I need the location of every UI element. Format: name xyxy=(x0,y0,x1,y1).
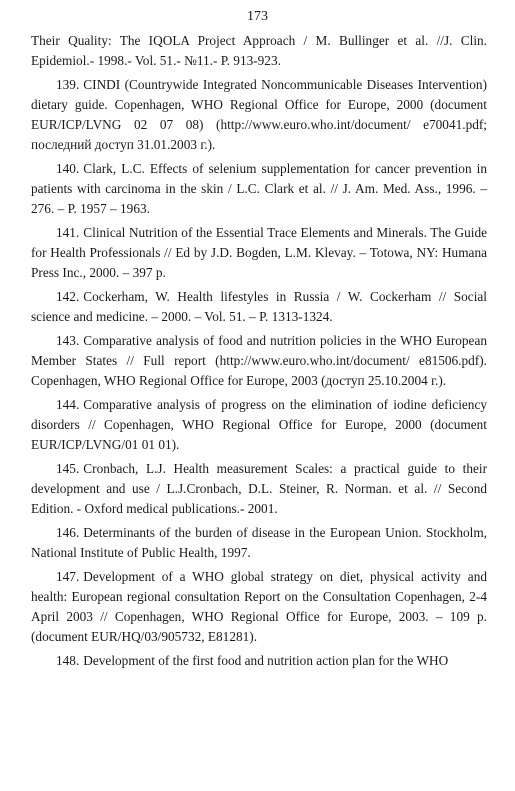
page-number: 173 xyxy=(247,9,268,24)
reference-number: 143. xyxy=(56,332,80,348)
reference-text: Determinants of the burden of disease in the European Union. Stockholm, National Institute of Public Health, 1997. xyxy=(31,524,487,560)
reference-item xyxy=(31,223,487,284)
reference-text: Cronbach, L.J. Health measurement Scales: a practical guide to their development and use / L.J.Cronbach, D.L. Steiner, R. Norman. et al. // Second Edition. - Oxford medical publications.- 2001. xyxy=(31,460,487,517)
reference-item xyxy=(31,331,487,392)
reference-number: 142. xyxy=(56,289,80,304)
reference-item xyxy=(31,395,487,456)
reference-number: 144. xyxy=(56,396,80,412)
reference-item xyxy=(31,459,487,520)
reference-text: Development of the first food and nutrition action plan for the WHO xyxy=(83,652,449,668)
reference-number: 148. xyxy=(56,652,80,668)
reference-number: 145. xyxy=(56,460,80,476)
reference-text: Clinical Nutrition of the Essential Trace Elements and Minerals. The Guide for Health Professionals // Ed by J.D. Bogden, L.M. Klevay. – Totowa, NY: Humana Press Inc., 2000. – 397 p. xyxy=(31,225,487,281)
reference-text: Clark, L.C. Effects of selenium supplementation for cancer prevention in patients with carcinoma in the skin / L.C. Clark et al. // J. Am. Med. Ass., 1996. – 276. – P. 1957 – 1963. xyxy=(31,161,487,217)
reference-text: Cockerham, W. Health lifestyles in Russia / W. Cockerham // Social science and medicine. – 2000. – Vol. 51. – P. 1313-1324. xyxy=(31,289,487,325)
reference-list xyxy=(31,31,487,674)
reference-number: 146. xyxy=(56,524,80,540)
reference-item xyxy=(31,651,487,671)
reference-text: Their Quality: The IQOLA Project Approach / M. Bullinger et al. //J. Clin. Epidemiol.- 1998.- Vol. 51.- №11.- P. 913-923. xyxy=(31,33,487,69)
reference-number: 139. xyxy=(56,76,80,92)
reference-text: CINDI (Countrywide Integrated Noncommunicable Diseases Intervention) dietary guide. Copenhagen, WHO Regional Office for Europe, 2000 (document EUR/ICP/LVNG 02 07 08) (http://www.euro.who.int/document/ e70041.pdf; последний доступ 31.01.2003 г.). xyxy=(31,76,487,153)
reference-text: Comparative analysis of progress on the elimination of iodine deficiency disorders // Copenhagen, WHO Regional Office for Europe, 2000 (document EUR/ICP/LVNG/01 01 01). xyxy=(31,396,487,453)
reference-item xyxy=(31,31,487,71)
reference-item xyxy=(31,287,487,327)
reference-item xyxy=(31,159,487,220)
reference-item xyxy=(31,567,487,648)
reference-number: 140. xyxy=(56,161,80,176)
reference-text: Development of a WHO global strategy on diet, physical activity and health: European regional consultation Report on the Consultation Copenhagen, 2-4 April 2003 // Copenhagen, WHO Regional Office for Europe, 2003. – 109 p. (document EUR/HQ/03/905732, E81281). xyxy=(31,568,487,645)
reference-item xyxy=(31,75,487,156)
reference-number: 141. xyxy=(56,225,80,240)
reference-text: Comparative analysis of food and nutrition policies in the WHO European Member States // Full report (http://www.euro.who.int/document/ e81506.pdf). Copenhagen, WHO Regional Office for Europe, 2003 (доступ 25.10.2004 г.). xyxy=(31,332,487,389)
reference-number: 147. xyxy=(56,568,80,584)
reference-item xyxy=(31,523,487,563)
